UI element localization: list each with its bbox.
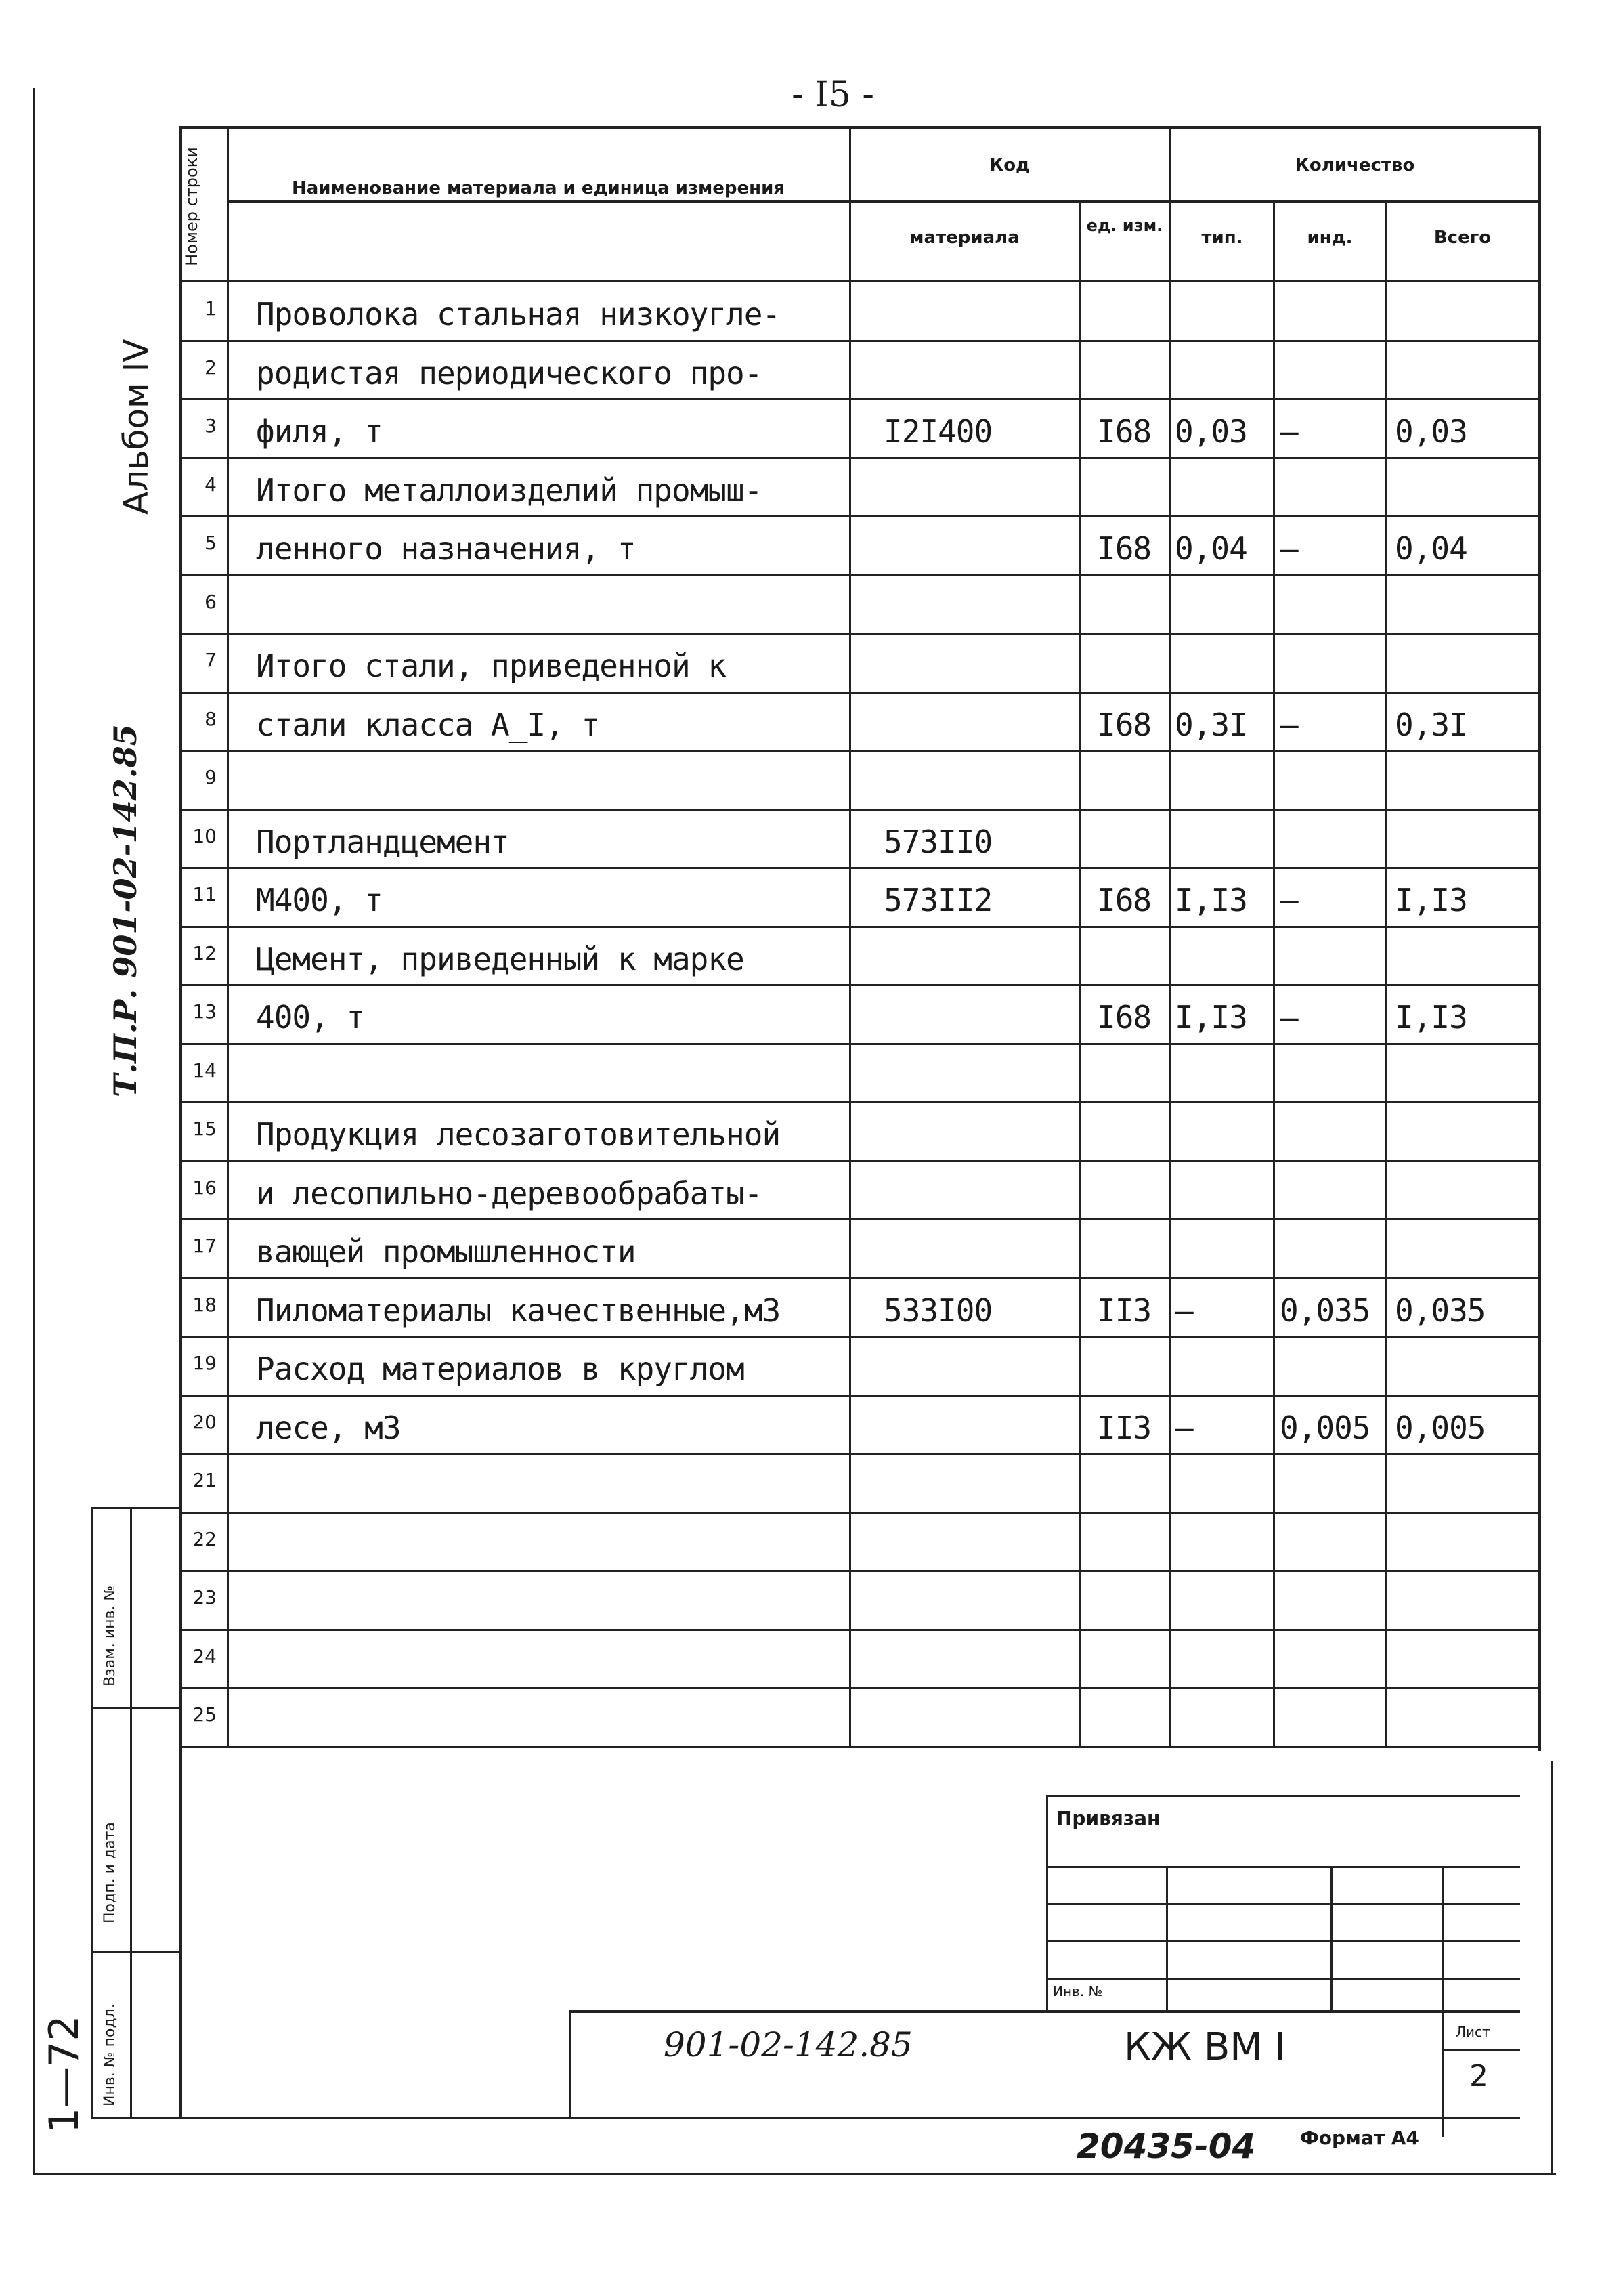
doc-code: КЖ ВМ I — [1124, 2025, 1286, 2069]
row-number: 22 — [192, 1528, 217, 1550]
cell-name: Продукция лесозаготовительной — [256, 1116, 781, 1153]
row-number: 1 — [204, 297, 217, 320]
col-line-code — [1079, 200, 1081, 1746]
row-number: 18 — [192, 1294, 217, 1316]
stamp-row-line — [91, 1507, 179, 1509]
table-row-line — [179, 1687, 1540, 1689]
header-qty-ind: инд. — [1307, 228, 1353, 248]
cell-name: вающей промышленности — [256, 1233, 636, 1270]
table-row-line — [179, 1277, 1540, 1279]
table-row-line — [179, 926, 1540, 928]
doc-number: 901-02-142.85 — [664, 2025, 913, 2064]
row-number: 23 — [192, 1586, 217, 1609]
privyazan-label: Привязан — [1056, 1807, 1161, 1829]
page-number: - I5 - — [792, 75, 874, 115]
cell-typ: – — [1175, 1409, 1193, 1446]
cell-name: Пиломатериалы качественные,м3 — [256, 1292, 781, 1329]
row-number: 25 — [192, 1703, 217, 1726]
header-code-unit: ед. изм. — [1086, 216, 1163, 235]
stamp-col — [1330, 1866, 1333, 2012]
title-block-left — [569, 2010, 571, 2119]
row-number: 13 — [192, 1000, 217, 1023]
table-row-line — [179, 1160, 1540, 1162]
header-name: Наименование материала и единица измерения — [291, 178, 785, 198]
cell-typ: 0,3I — [1175, 706, 1247, 743]
row-number: 12 — [192, 942, 217, 964]
cell-name: Итого металлоизделий промыш- — [256, 472, 762, 509]
table-bottom-line — [179, 1746, 1540, 1748]
row-number: 4 — [204, 473, 217, 496]
row-number: 11 — [192, 883, 217, 906]
table-row-line — [179, 984, 1540, 986]
cell-code: 533I00 — [884, 1292, 993, 1329]
table-row-line — [179, 1512, 1540, 1514]
header-mid-line — [227, 200, 1540, 203]
table-row-line — [179, 1453, 1540, 1455]
album-label: Альбом IV — [116, 339, 156, 515]
table-right-border — [1538, 126, 1541, 1751]
cell-name: и лесопильно-деревообрабаты- — [256, 1175, 762, 1212]
sheet-cell-line — [1442, 2049, 1520, 2051]
archive-number: 20435-04 — [1077, 2127, 1256, 2166]
row-number: 6 — [204, 591, 217, 613]
cell-unit: I68 — [1097, 530, 1152, 567]
sheet-label: Лист — [1456, 2024, 1490, 2040]
stamp-line — [1046, 1903, 1520, 1905]
cell-ind: – — [1280, 413, 1298, 450]
cell-unit: I68 — [1097, 999, 1152, 1036]
cell-name: стали класса A_I, т — [256, 706, 600, 743]
frame-right-line — [1551, 1761, 1553, 2174]
table-top-border — [179, 126, 1540, 129]
table-row-line — [179, 809, 1540, 811]
cell-total: I,I3 — [1395, 999, 1467, 1036]
row-number: 5 — [204, 532, 217, 554]
table-row-line — [179, 457, 1540, 459]
stamp-row-line — [91, 2117, 179, 2119]
cell-name: 400, т — [256, 999, 365, 1036]
table-row-line — [179, 633, 1540, 635]
cell-total: 0,035 — [1395, 1292, 1486, 1329]
stamp-line — [1046, 1978, 1520, 1980]
row-number: 19 — [192, 1352, 217, 1374]
header-qty-total: Всего — [1433, 228, 1492, 248]
cell-total: 0,04 — [1395, 530, 1467, 567]
cell-code: 573II2 — [884, 882, 993, 918]
table-row-line — [179, 867, 1540, 869]
row-number: 9 — [204, 766, 217, 788]
stamp-podp-label: Подп. и дата — [102, 1822, 118, 1923]
header-qty-typ: тип. — [1201, 228, 1243, 248]
table-row-line — [179, 692, 1540, 694]
stamp-col-line — [91, 1507, 93, 2117]
cell-ind: – — [1280, 530, 1298, 567]
row-number: 24 — [192, 1645, 217, 1667]
cell-total: I,I3 — [1395, 882, 1467, 918]
col-line-ind — [1385, 200, 1387, 1746]
cell-typ: 0,04 — [1175, 530, 1247, 567]
format-label: Формат А4 — [1300, 2127, 1419, 2149]
row-number: 10 — [192, 825, 217, 847]
cell-total: 0,03 — [1395, 413, 1467, 450]
table-row-line — [179, 1218, 1540, 1220]
cell-ind: 0,005 — [1280, 1409, 1370, 1446]
cell-name: филя, т — [256, 413, 383, 450]
col-line-typ — [1273, 200, 1275, 1746]
cell-name: Цемент, приведенный к марке — [256, 941, 744, 977]
row-number: 20 — [192, 1411, 217, 1433]
row-number: 15 — [192, 1118, 217, 1140]
table-row-line — [179, 1043, 1540, 1045]
cell-ind: – — [1280, 882, 1298, 918]
table-row-line — [179, 574, 1540, 576]
cell-unit: I68 — [1097, 413, 1152, 450]
inv-no-label: Инв. № — [1053, 1983, 1103, 1999]
cell-code: I2I400 — [884, 413, 993, 450]
header-qty-group: Количество — [1295, 155, 1415, 175]
sheet-ref: 1—72 — [41, 2015, 88, 2133]
row-number: 3 — [204, 414, 217, 437]
stamp-inv-label: Инв. № подл. — [102, 2003, 118, 2106]
frame-left-line — [33, 88, 35, 2174]
cell-typ: – — [1175, 1292, 1193, 1329]
cell-total: 0,3I — [1395, 706, 1467, 743]
cell-ind: – — [1280, 706, 1298, 743]
stamp-vzam-label: Взам. инв. № — [102, 1585, 118, 1686]
cell-unit: I68 — [1097, 706, 1152, 743]
stamp-col — [1442, 1866, 1444, 2137]
cell-typ: 0,03 — [1175, 413, 1247, 450]
cell-total: 0,005 — [1395, 1409, 1486, 1446]
cell-name: M400, т — [256, 882, 383, 918]
cell-name: родистая периодического про- — [256, 355, 762, 391]
table-row-line — [179, 1629, 1540, 1631]
cell-unit: I68 — [1097, 882, 1152, 918]
stamp-col — [1166, 1866, 1168, 2012]
row-number: 14 — [192, 1059, 217, 1082]
cell-ind: – — [1280, 999, 1298, 1036]
title-block-top — [569, 2010, 1520, 2013]
row-number: 2 — [204, 356, 217, 379]
table-row-line — [179, 398, 1540, 400]
cell-name: лесе, м3 — [256, 1409, 401, 1446]
row-number: 7 — [204, 649, 217, 671]
stamp-row-line — [91, 1707, 179, 1709]
cell-name: Портландцемент — [256, 824, 509, 860]
stamp-box-top — [1046, 1795, 1520, 1797]
stamp-line — [1046, 1940, 1520, 1942]
row-number: 16 — [192, 1176, 217, 1199]
cell-unit: II3 — [1097, 1292, 1152, 1329]
col-line-unit — [1169, 127, 1171, 1746]
row-number: 8 — [204, 708, 217, 730]
cell-ind: 0,035 — [1280, 1292, 1370, 1329]
cell-name: ленного назначения, т — [256, 530, 636, 567]
title-block-bottom — [179, 2117, 1520, 2119]
stamp-line — [1046, 1866, 1520, 1868]
project-label: Т.П.Р. 901-02-142.85 — [107, 724, 144, 1097]
cell-typ: I,I3 — [1175, 999, 1247, 1036]
table-row-line — [179, 515, 1540, 517]
table-left-border — [179, 127, 182, 2119]
header-row-number: Номер строки — [182, 147, 201, 266]
cell-typ: I,I3 — [1175, 882, 1247, 918]
frame-bottom-line — [33, 2173, 1556, 2175]
col-line-num — [227, 127, 229, 1746]
cell-unit: II3 — [1097, 1409, 1152, 1446]
sheet-value: 2 — [1469, 2059, 1488, 2093]
header-bottom-line — [179, 280, 1540, 282]
stamp-row-line — [91, 1951, 179, 1953]
table-row-line — [179, 1395, 1540, 1397]
cell-name: Итого стали, приведенной к — [256, 647, 727, 684]
row-number: 17 — [192, 1235, 217, 1257]
table-row-line — [179, 1336, 1540, 1338]
table-row-line — [179, 1570, 1540, 1572]
table-row-line — [179, 1101, 1540, 1103]
table-row-line — [179, 750, 1540, 752]
row-number: 21 — [192, 1469, 217, 1491]
table-row-line — [179, 340, 1540, 342]
header-code-material: материала — [909, 228, 1020, 248]
cell-name: Проволока стальная низкоугле- — [256, 296, 781, 333]
stamp-col-line — [130, 1507, 132, 2117]
col-line-name — [849, 127, 851, 1746]
cell-code: 573II0 — [884, 824, 993, 860]
header-code-group: Код — [989, 155, 1031, 175]
cell-name: Расход материалов в круглом — [256, 1351, 744, 1387]
